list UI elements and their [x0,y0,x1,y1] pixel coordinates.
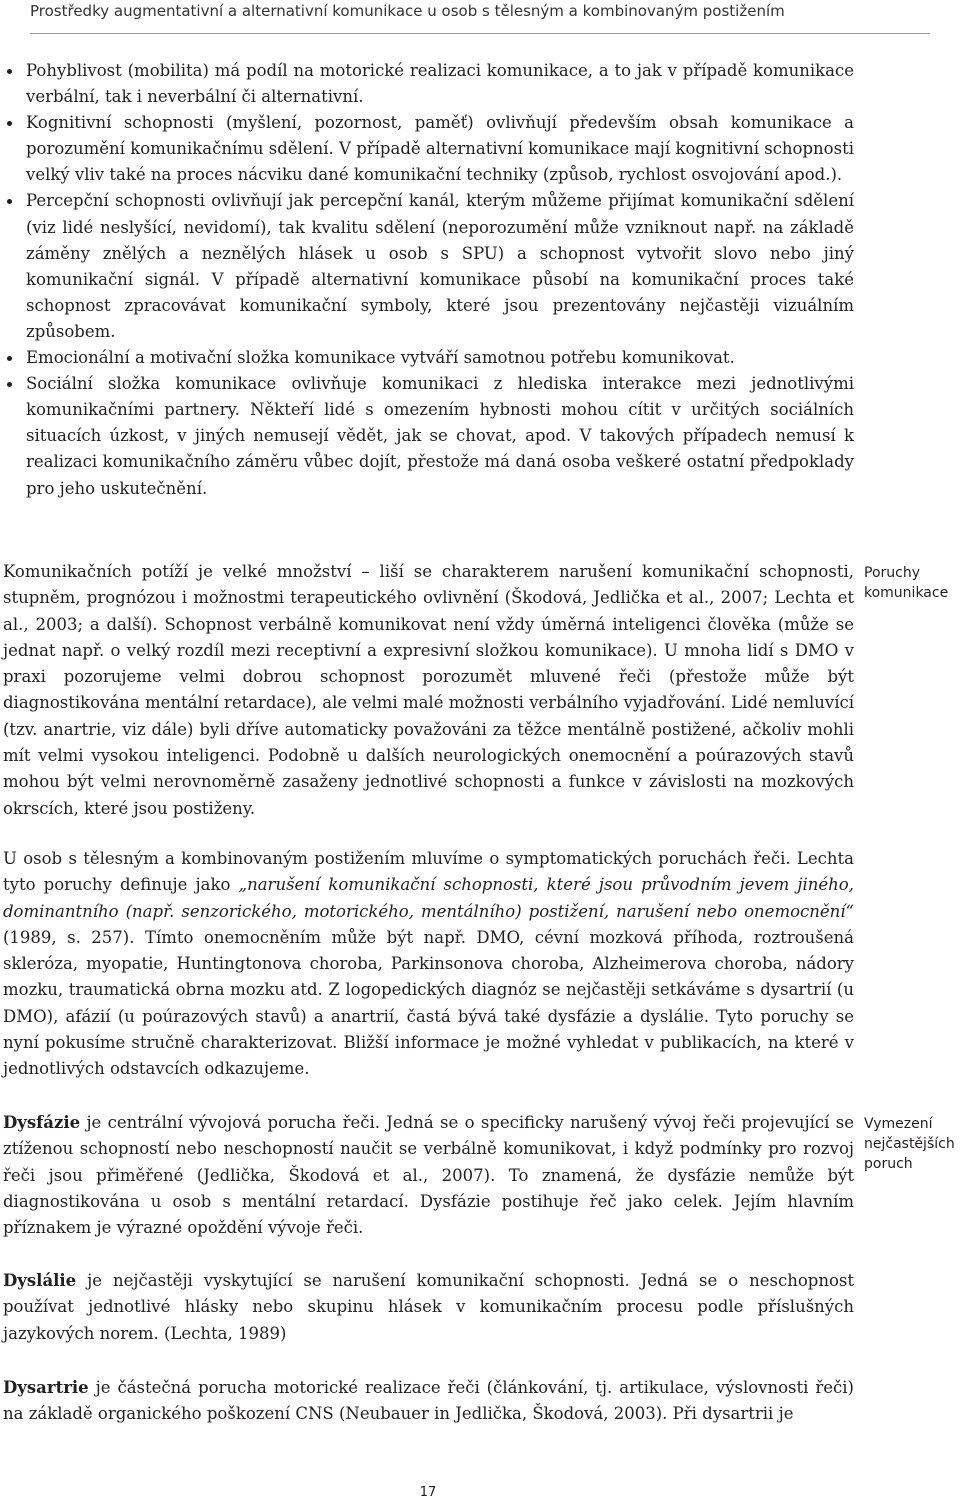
paragraph-text-start: U osob s tělesným a kombinovaným postižením mluvíme o symptomatických poruchách řeči. Lechta tyto poruchy definuje jako [3,849,854,895]
bullet-list-section [3,58,854,502]
margin-note-poruchy-komunikace [864,563,956,603]
paragraph-communication-difficulties [3,559,854,822]
running-header [30,0,930,34]
list-item-text: Percepční schopnosti ovlivňují jak percepční kanál, kterým můžeme přijímat komunikační sdělení (viz lidé neslyšící, nevidomí), tak kvalitu sdělení (neporozumění může vzniknout např. na základě záměny znělých a neznělých hlásek u osob s SPU) a schopnost vytvořit slovo nebo jiný komunikační signál. V případě alternativní komunikace působí na komunikační proces také schopnost zpracovávat komunikační symboly, které jsou prezentovány nejčastěji vizuálním způsobem. [26,191,854,341]
list-item [3,371,854,501]
list-item [3,58,854,110]
list-item-text: Emocionální a motivační složka komunikace vytváří samotnou potřebu komunikovat. [26,348,735,368]
definition-text: je nejčastěji vyskytující se narušení komunikační schopnosti. Jedná se o neschopnost používat jednotlivé hlásky nebo skupinu hlásek v komunikačním procesu podle příslušných jazykových norem. (Lechta, 1989) [3,1271,854,1343]
margin-note-line: Vymezení [864,1116,933,1132]
definition-text: je částečná porucha motorické realizace řeči (článkování, tj. artikulace, výslovnosti řeči) na základě organického poškození CNS (Neubauer in Jedlička, Škodová, 2003). Při dysartrii je [3,1378,854,1424]
paragraph-dysfazie [3,1110,854,1241]
paragraph-dysartrie [3,1375,854,1428]
bullet-list [3,58,854,502]
term-dysfazie: Dysfázie [3,1113,81,1132]
margin-note-line: poruch [864,1156,913,1172]
list-item [3,110,854,188]
paragraph-text: Komunikačních potíží je velké množství – liší se charakterem narušení komunikační schopnosti, stupněm, prognózou i možnostmi terapeutického ovlivnění (Škodová, Jedlička et al., 2007; Lechta et al., 2003; a další). Schopnost verbálně komunikovat není vždy úměrná inteligenci člověka (může se jednat např. o velký rozdíl mezi receptivní a expresivní složkou komunikace). U mnoha lidí s DMO v praxi pozorujeme velmi dobrou schopnost porozumět mluvené řeči (přestože může být diagnostikována mentální retardace), ale velmi malé možnosti verbálního vyjadřování. Lidé nemluvící (tzv. anartrie, viz dále) byli dříve automaticky považováni za těžce mentálně postižené, ačkoliv mohli mít velmi vysokou inteligenci. Podobně u dalších neurologických onemocnění a poúrazových stavů mohou být velmi nerovnoměrně zasaženy jednotlivé schopnosti a funkce v závislosti na mozkových okrscích, které jsou postiženy. [3,562,854,818]
bullet-icon [7,69,12,74]
running-header-title: Prostředky augmentativní a alternativní komunikace u osob s tělesným a kombinovaným postižením [30,2,785,20]
bullet-icon [7,121,12,126]
definition-text: je centrální vývojová porucha řeči. Jedná se o specificky narušený vývoj řeči projevující se ztíženou schopností nebo neschopností naučit se verbálně komunikovat, i když podmínky pro rozvoj řeči jsou přiměřené (Jedlička, Škodová et al., 2007). To znamená, že dysfázie nemůže být diagnostikována u osob s mentální retardací. Dysfázie postihuje řeč jako celek. Jejím hlavním příznakem je výrazné opoždění vývoje řeči. [3,1113,854,1238]
paragraph-text [3,1268,854,1347]
margin-note-vymezeni-poruch [864,1114,956,1174]
bullet-icon [7,382,12,387]
page-number: 17 [419,1485,437,1500]
margin-note-line: Poruchy [864,565,920,581]
margin-note-line: nejčastějších [864,1136,955,1152]
definition-quote: „narušení komunikační schopnosti, které jsou průvodním jevem jiného, dominantního (např. senzorického, motorického, mentálního) postižení, narušení nebo onemocnění“ [3,875,854,921]
paragraph-text-end: (1989, s. 257). Tímto onemocněním může být např. DMO, cévní mozková příhoda, roztroušená skleróza, myopatie, Huntingtonova choroba, Parkinsonova choroba, Alzheimerova choroba, nádory mozku, traumatická obrna mozku atd. Z logopedických diagnóz se nejčastěji setkáváme s dysartrií (u DMO), afázií (u poúrazových stavů) a anartrií, častá bývá také dysfázie a dyslálie. Tyto poruchy se nyní pokusíme stručně charakterizovat. Bližší informace je možné vyhledat v publikacích, na které v jednotlivých odstavcích odkazujeme. [3,927,854,1079]
list-item-text: Sociální složka komunikace ovlivňuje komunikaci z hlediska interakce mezi jednotlivými komunikačními partnery. Někteří lidé s omezením hybnosti mohou cítit v určitých sociálních situacích úzkost, v jiných nemusejí vědět, jak se chovat, apod. V takových případech nemusí k realizaci komunikačního záměru vůbec dojít, přestože má daná osoba veškeré ostatní předpoklady pro jeho uskutečnění. [26,374,854,498]
paragraph-text [3,1375,854,1428]
term-dysartrie: Dysartrie [3,1378,89,1397]
paragraph-dyslalie [3,1268,854,1347]
list-item-text: Pohyblivost (mobilita) má podíl na motorické realizaci komunikace, a to jak v případě komunikace verbální, tak i neverbální či alternativní. [26,61,854,107]
bullet-icon [7,356,12,361]
list-item [3,188,854,345]
bullet-icon [7,199,12,204]
list-item-text: Kognitivní schopnosti (myšlení, pozornost, paměť) ovlivňují především obsah komunikace a porozumění komunikačnímu sdělení. V případě alternativní komunikace mají kognitivní schopnosti velký vliv také na proces nácviku dané komunikační techniky (způsob, rychlost osvojování apod.). [26,113,854,185]
paragraph-text [3,1110,854,1241]
list-item [3,345,854,371]
margin-note-line: komunikace [864,585,949,601]
paragraph-symptomatic-disorders [3,846,854,1083]
term-dyslalie: Dyslálie [3,1271,77,1290]
paragraph-text [3,846,854,1083]
